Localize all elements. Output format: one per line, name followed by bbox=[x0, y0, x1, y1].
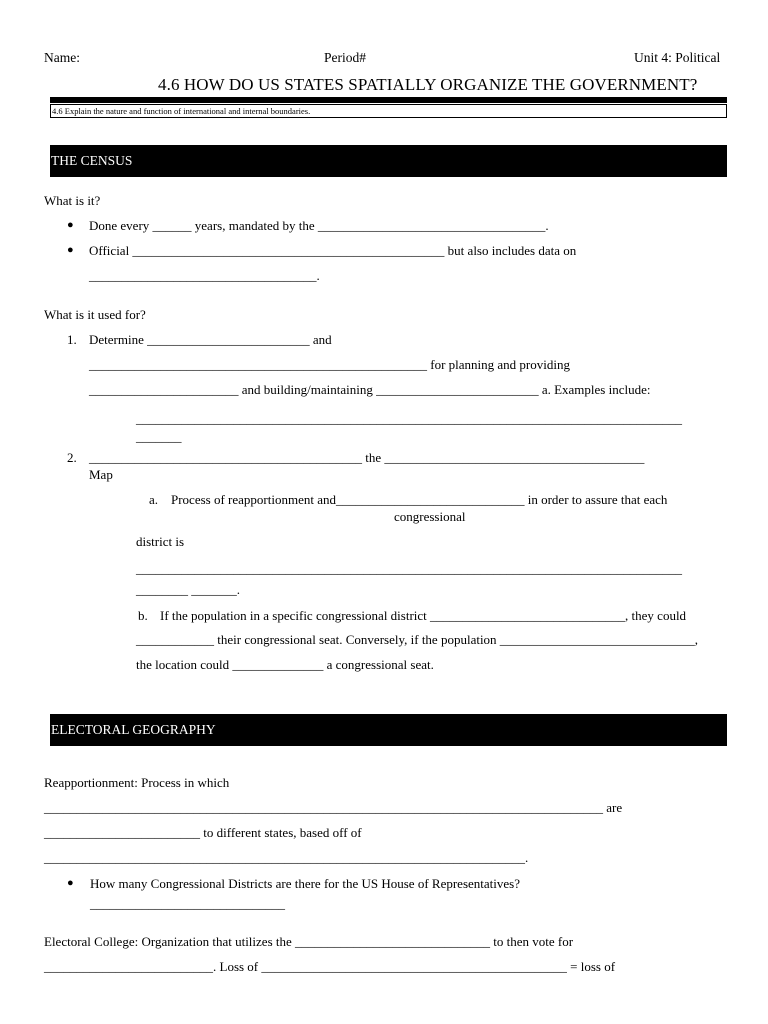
reapportionment-line3[interactable]: ________________________ to different states, based off of bbox=[44, 825, 362, 840]
item2-line1[interactable]: __________________________________________ the ________________________________________ bbox=[89, 450, 645, 465]
electoral-college-line1[interactable]: Electoral College: Organization that utilizes the ______________________________ to then vote for bbox=[44, 934, 574, 949]
bullet-dot-icon: ● bbox=[67, 877, 74, 889]
sub-b-line1[interactable]: If the population in a specific congressional district ______________________________, they could bbox=[160, 608, 687, 623]
sub-a-line5[interactable]: ________ _______. bbox=[136, 582, 240, 597]
question-what-is-it: What is it? bbox=[44, 193, 101, 208]
sub-b-line2[interactable]: ____________ their congressional seat. Conversely, if the population ______________________________, bbox=[136, 632, 699, 647]
list-number-1: 1. bbox=[67, 332, 77, 347]
census-bullet-1[interactable]: Done every ______ years, mandated by the ___________________________________. bbox=[89, 218, 549, 233]
item1-line4[interactable]: ____________________________________________________________________________________ bbox=[136, 411, 682, 426]
sub-a-line3: district is bbox=[136, 534, 185, 549]
electoral-college-line2[interactable]: __________________________. Loss of _______________________________________________ = loss of bbox=[44, 959, 616, 974]
sub-label-a: a. bbox=[149, 492, 159, 507]
bullet-dot-icon: ● bbox=[67, 219, 74, 231]
list-number-2: 2. bbox=[67, 450, 77, 465]
sub-a-line2: congressional bbox=[394, 509, 466, 524]
unit-label: Unit 4: Political bbox=[634, 50, 721, 65]
item1-line5[interactable]: _______ bbox=[136, 429, 182, 444]
reapportionment-line4[interactable]: __________________________________________________________________________. bbox=[44, 850, 529, 865]
page-title: 4.6 HOW DO US STATES SPATIALLY ORGANIZE THE GOVERNMENT? bbox=[158, 75, 698, 94]
census-bullet-2[interactable]: Official ________________________________________________ but also includes data on bbox=[89, 243, 577, 258]
sub-b-line3[interactable]: the location could ______________ a congressional seat. bbox=[136, 657, 434, 672]
title-underline-bar bbox=[50, 97, 727, 103]
sub-label-b: b. bbox=[138, 608, 148, 623]
item1-line3[interactable]: _______________________ and building/maintaining _________________________ a. Examples include: bbox=[89, 382, 651, 397]
learning-standard: 4.6 Explain the nature and function of international and internal boundaries. bbox=[50, 104, 727, 118]
name-label: Name: bbox=[44, 50, 80, 65]
sub-a-line1[interactable]: Process of reapportionment and_____________________________ in order to assure that each bbox=[171, 492, 668, 507]
section-header-electoral-geography: ELECTORAL GEOGRAPHY bbox=[50, 714, 727, 746]
congressional-districts-question: How many Congressional Districts are there for the US House of Representatives? bbox=[90, 876, 520, 891]
census-bullet-2-continued[interactable]: ___________________________________. bbox=[89, 268, 320, 283]
item2-line2: Map bbox=[89, 467, 113, 482]
sub-a-line4[interactable]: ____________________________________________________________________________________ bbox=[136, 561, 682, 576]
period-label: Period# bbox=[324, 50, 366, 65]
section-header-census: THE CENSUS bbox=[50, 145, 727, 177]
item1-line2[interactable]: ____________________________________________________ for planning and providing bbox=[89, 357, 570, 372]
question-used-for: What is it used for? bbox=[44, 307, 146, 322]
reapportionment-line1: Reapportionment: Process in which bbox=[44, 775, 230, 790]
item1-line1[interactable]: Determine _________________________ and bbox=[89, 332, 332, 347]
bullet-dot-icon: ● bbox=[67, 244, 74, 256]
congressional-districts-answer-line[interactable]: ______________________________ bbox=[90, 896, 285, 911]
reapportionment-line2[interactable]: ______________________________________________________________________________________ are bbox=[44, 800, 623, 815]
